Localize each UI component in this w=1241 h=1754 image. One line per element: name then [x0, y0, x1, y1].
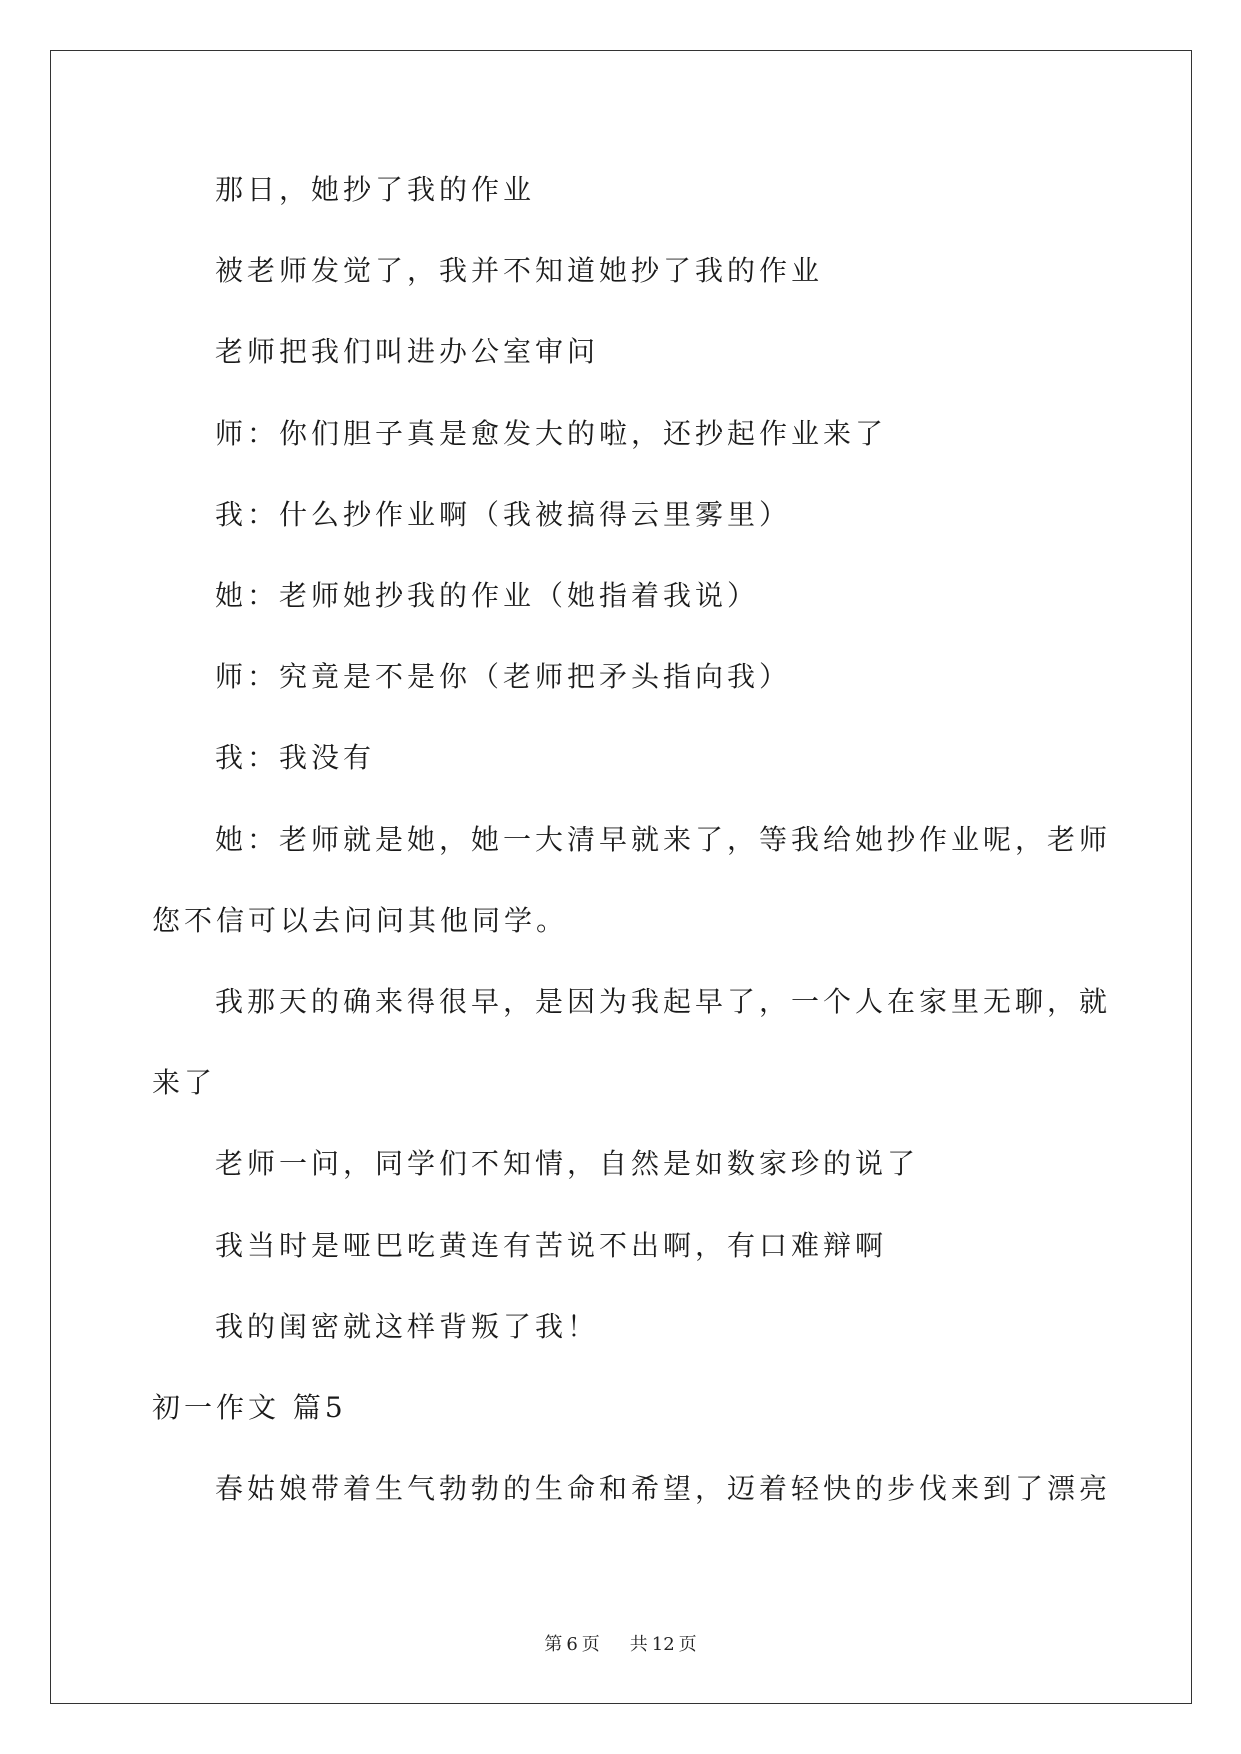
paragraph-line: 她：老师就是她，她一大清早就来了，等我给她抄作业呢，老师 [215, 823, 1112, 856]
paragraph-line: 来了 [152, 1066, 217, 1099]
paragraph-line: 那日，她抄了我的作业 [215, 173, 536, 206]
total-label-prefix: 共 [629, 1634, 648, 1655]
paragraph-line: 师：你们胆子真是愈发大的啦，还抄起作业来了 [215, 417, 888, 450]
paragraph-line: 被老师发觉了，我并不知道她抄了我的作业 [215, 254, 824, 287]
paragraph-line: 她：老师她抄我的作业（她指着我说） [215, 579, 760, 612]
paragraph-line: 老师一问，同学们不知情，自然是如数家珍的说了 [215, 1147, 920, 1180]
paragraph-line: 春姑娘带着生气勃勃的生命和希望，迈着轻快的步伐来到了漂亮 [215, 1472, 1112, 1505]
page-label-suffix: 页 [581, 1634, 600, 1655]
current-page-number: 6 [566, 1634, 578, 1655]
paragraph-line: 师：究竟是不是你（老师把矛头指向我） [215, 660, 792, 693]
paragraph-line: 老师把我们叫进办公室审问 [215, 335, 600, 368]
paragraph-line: 我的闺密就这样背叛了我！ [215, 1310, 600, 1343]
total-page-count: 12 [651, 1634, 675, 1655]
total-label-suffix: 页 [678, 1634, 697, 1655]
paragraph-line: 您不信可以去问问其他同学。 [152, 904, 569, 937]
paragraph-line: 我当时是哑巴吃黄连有苦说不出啊，有口难辩啊 [215, 1229, 888, 1262]
paragraph-line: 我：我没有 [215, 741, 376, 774]
page-label-prefix: 第 [544, 1634, 563, 1655]
section-heading: 初一作文 篇5 [152, 1391, 347, 1424]
paragraph-line: 我：什么抄作业啊（我被搞得云里雾里） [215, 498, 792, 531]
paragraph-line: 我那天的确来得很早，是因为我起早了，一个人在家里无聊，就 [215, 985, 1112, 1018]
page-footer [0, 1630, 1241, 1656]
page-border [50, 50, 1192, 1704]
